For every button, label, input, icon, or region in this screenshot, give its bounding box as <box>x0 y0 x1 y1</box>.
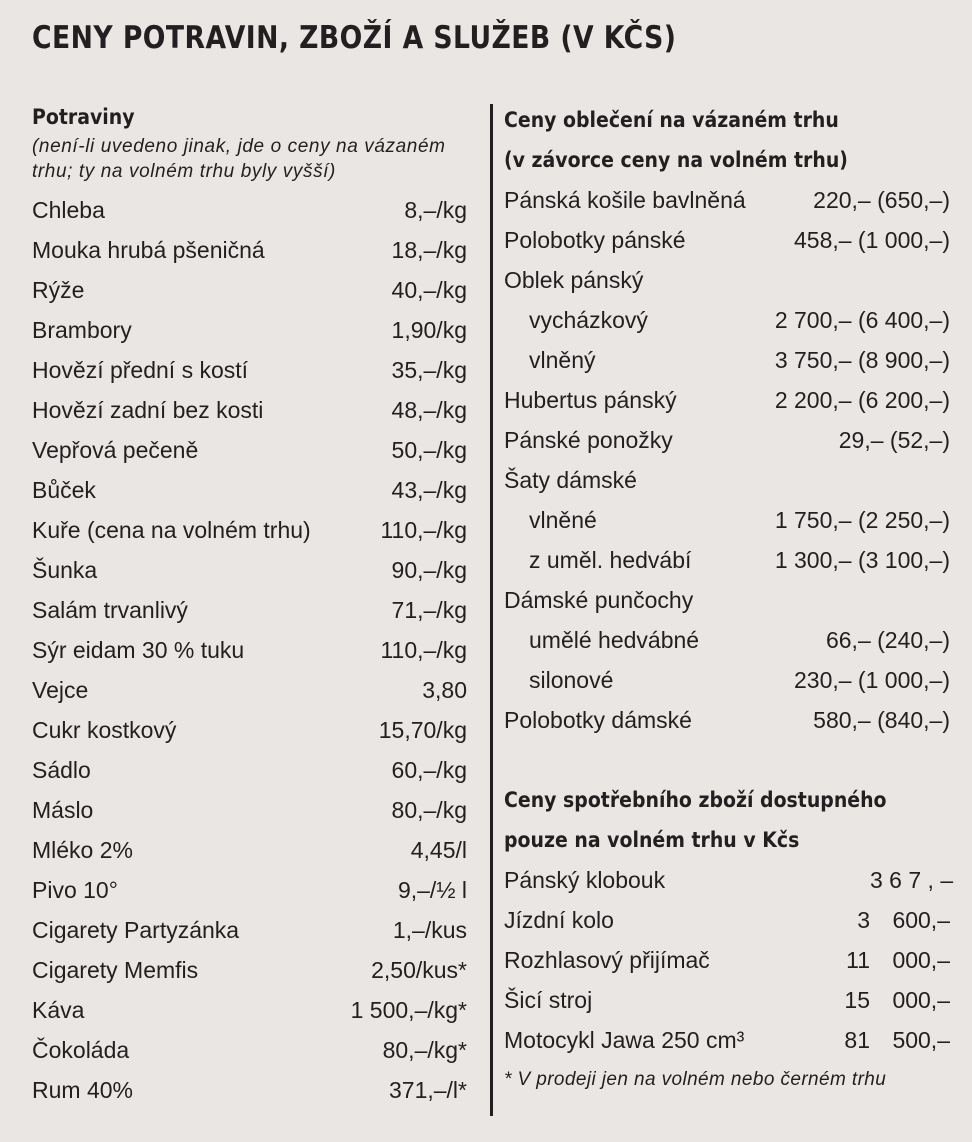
item-label: Mouka hrubá pšeničná <box>32 237 265 263</box>
price-units: 3 6 7 , – <box>870 867 954 893</box>
section-spacer <box>504 740 950 780</box>
item-label: Salám trvanlivý <box>32 597 188 623</box>
clothing-row <box>504 220 950 260</box>
item-price: 110,–/kg <box>380 637 467 663</box>
clothing-row <box>504 340 950 380</box>
clothing-row <box>504 500 950 540</box>
food-row <box>32 630 467 670</box>
item-label: Rozhlasový přijímač <box>504 947 710 973</box>
food-row <box>32 950 467 990</box>
item-price: 71,–/kg <box>391 597 467 623</box>
food-row <box>32 670 467 710</box>
clothing-subheading: (v závorce ceny na volném trhu) <box>504 148 848 172</box>
item-label: z uměl. hedvábí <box>529 547 692 573</box>
price-units: 000,– <box>892 987 950 1013</box>
item-label: Rum 40% <box>32 1077 133 1103</box>
item-label: Cigarety Partyzánka <box>32 917 240 943</box>
goods-heading: Ceny spotřebního zboží dostupného <box>504 788 887 812</box>
item-label: Pánský klobouk <box>504 867 666 893</box>
price-thousands: 3 <box>857 907 870 933</box>
food-row <box>32 790 467 830</box>
item-label: Pánské ponožky <box>504 427 673 453</box>
goods-row <box>504 860 954 900</box>
item-price: 15,70/kg <box>378 717 467 743</box>
food-heading: Potraviny <box>32 105 135 129</box>
item-price: 8,–/kg <box>404 197 467 223</box>
item-price: 1,90/kg <box>391 317 467 343</box>
footnote: * V prodeji jen na volném nebo černém trhu <box>504 1069 887 1090</box>
item-price: 43,–/kg <box>391 477 467 503</box>
item-price: 580,– (840,–) <box>813 707 950 733</box>
goods-row <box>504 1020 950 1060</box>
food-row <box>32 270 467 310</box>
page-title: CENY POTRAVIN, ZBOŽÍ A SLUŽEB (V KČS) <box>32 20 677 56</box>
food-note <box>32 134 467 184</box>
item-price: 4,45/l <box>410 837 467 863</box>
price-thousands: 81 <box>844 1027 870 1053</box>
item-price: 66,– (240,–) <box>825 627 950 653</box>
item-price: 80,–/kg* <box>382 1037 467 1063</box>
item-price: 2 200,– (6 200,–) <box>774 387 950 413</box>
item-label: Polobotky dámské <box>504 707 692 733</box>
item-price: 110,–/kg <box>380 517 467 543</box>
food-row <box>32 430 467 470</box>
price-units: 600,– <box>892 907 950 933</box>
item-price <box>840 940 950 980</box>
food-row <box>32 190 467 230</box>
item-label: Bůček <box>32 477 96 503</box>
item-price: 458,– (1 000,–) <box>793 227 950 253</box>
food-note-line: trhu; ty na volném trhu byly vyšší) <box>32 161 336 182</box>
food-row <box>32 550 467 590</box>
item-label: Sádlo <box>32 757 91 783</box>
item-price: 29,– (52,–) <box>838 427 950 453</box>
item-label: Hovězí přední s kostí <box>32 357 249 383</box>
goods-subheading: pouze na volném trhu v Kčs <box>504 828 800 852</box>
food-row <box>32 990 467 1030</box>
item-label: Hovězí zadní bez kosti <box>32 397 264 423</box>
food-row <box>32 510 467 550</box>
item-price: 2 700,– (6 400,–) <box>774 307 950 333</box>
item-label: Kuře (cena na volném trhu) <box>32 517 311 543</box>
price-thousands: 15 <box>844 987 870 1013</box>
item-label: Brambory <box>32 317 132 343</box>
item-price: 90,–/kg <box>391 557 467 583</box>
food-row <box>32 710 467 750</box>
clothing-row <box>504 380 950 420</box>
item-label: Jízdní kolo <box>504 907 614 933</box>
item-price: 80,–/kg <box>391 797 467 823</box>
item-price <box>840 900 950 940</box>
item-price: 2,50/kus* <box>371 957 467 983</box>
price-units: 000,– <box>892 947 950 973</box>
clothing-row <box>504 660 950 700</box>
item-label: Dámské punčochy <box>504 587 694 613</box>
clothing-row <box>504 420 950 460</box>
food-section <box>32 100 467 1110</box>
item-label: Polobotky pánské <box>504 227 686 253</box>
item-price: 48,–/kg <box>391 397 467 423</box>
food-row <box>32 870 467 910</box>
food-row <box>32 1030 467 1070</box>
goods-row <box>504 980 950 1020</box>
item-label: silonové <box>529 667 614 693</box>
food-row <box>32 230 467 270</box>
food-row <box>32 390 467 430</box>
item-price: 371,–/l* <box>388 1077 467 1103</box>
food-price-list <box>32 190 467 1110</box>
price-units: 500,– <box>892 1027 950 1053</box>
item-price: 3 750,– (8 900,–) <box>774 347 950 373</box>
clothing-row <box>504 300 950 340</box>
item-label: Motocykl Jawa 250 cm³ <box>504 1027 745 1053</box>
item-price: 230,– (1 000,–) <box>793 667 950 693</box>
item-price: 40,–/kg <box>391 277 467 303</box>
item-label: Máslo <box>32 797 94 823</box>
clothing-price-list <box>504 180 950 740</box>
item-label: Sýr eidam 30 % tuku <box>32 637 245 663</box>
item-label: Hubertus pánský <box>504 387 677 413</box>
item-label: Chleba <box>32 197 105 223</box>
clothing-row <box>504 540 950 580</box>
item-price: 220,– (650,–) <box>813 187 950 213</box>
item-label: Mléko 2% <box>32 837 133 863</box>
goods-row <box>504 940 950 980</box>
item-label: Cukr kostkový <box>32 717 177 743</box>
item-price: 18,–/kg <box>391 237 467 263</box>
item-price <box>840 860 954 900</box>
item-label: vlněné <box>529 507 597 533</box>
clothing-row <box>504 620 950 660</box>
item-price: 50,–/kg <box>391 437 467 463</box>
item-price: 1 300,– (3 100,–) <box>774 547 950 573</box>
item-label: Pivo 10° <box>32 877 118 903</box>
food-row <box>32 910 467 950</box>
food-row <box>32 350 467 390</box>
item-label: Vepřová pečeně <box>32 437 199 463</box>
clothing-row <box>504 700 950 740</box>
food-row <box>32 310 467 350</box>
item-price: 1,–/kus <box>392 917 467 943</box>
item-label: Šaty dámské <box>504 467 637 493</box>
item-label: vycházkový <box>529 307 648 333</box>
food-row <box>32 750 467 790</box>
food-row <box>32 830 467 870</box>
item-price: 9,–/½ l <box>397 877 467 903</box>
clothing-row <box>504 180 950 220</box>
food-row <box>32 590 467 630</box>
item-label: Čokoláda <box>32 1037 130 1063</box>
item-label: vlněný <box>529 347 596 373</box>
goods-row <box>504 900 950 940</box>
food-row <box>32 470 467 510</box>
item-label: Šicí stroj <box>504 987 593 1013</box>
item-price: 35,–/kg <box>391 357 467 383</box>
clothing-row <box>504 460 950 500</box>
goods-price-list <box>504 860 954 1060</box>
clothing-heading: Ceny oblečení na vázaném trhu <box>504 108 839 132</box>
clothing-row <box>504 260 950 300</box>
item-price <box>840 980 950 1020</box>
item-price: 1 500,–/kg* <box>350 997 467 1023</box>
clothing-row <box>504 580 950 620</box>
price-thousands: 11 <box>846 947 870 973</box>
item-price <box>840 1020 950 1060</box>
item-label: Rýže <box>32 277 85 303</box>
item-label: Cigarety Memfis <box>32 957 199 983</box>
item-label: umělé hedvábné <box>529 627 700 653</box>
item-label: Vejce <box>32 677 89 703</box>
food-note-line: (není-li uvedeno jinak, jde o ceny na vázaném <box>32 136 446 157</box>
item-price: 3,80 <box>422 677 467 703</box>
item-label: Šunka <box>32 557 98 583</box>
item-price: 60,–/kg <box>391 757 467 783</box>
right-column <box>504 100 954 1100</box>
item-label: Pánská košile bavlněná <box>504 187 746 213</box>
food-row <box>32 1070 467 1110</box>
column-divider <box>490 104 493 1116</box>
item-label: Oblek pánský <box>504 267 644 293</box>
item-label: Káva <box>32 997 85 1023</box>
item-price: 1 750,– (2 250,–) <box>774 507 950 533</box>
